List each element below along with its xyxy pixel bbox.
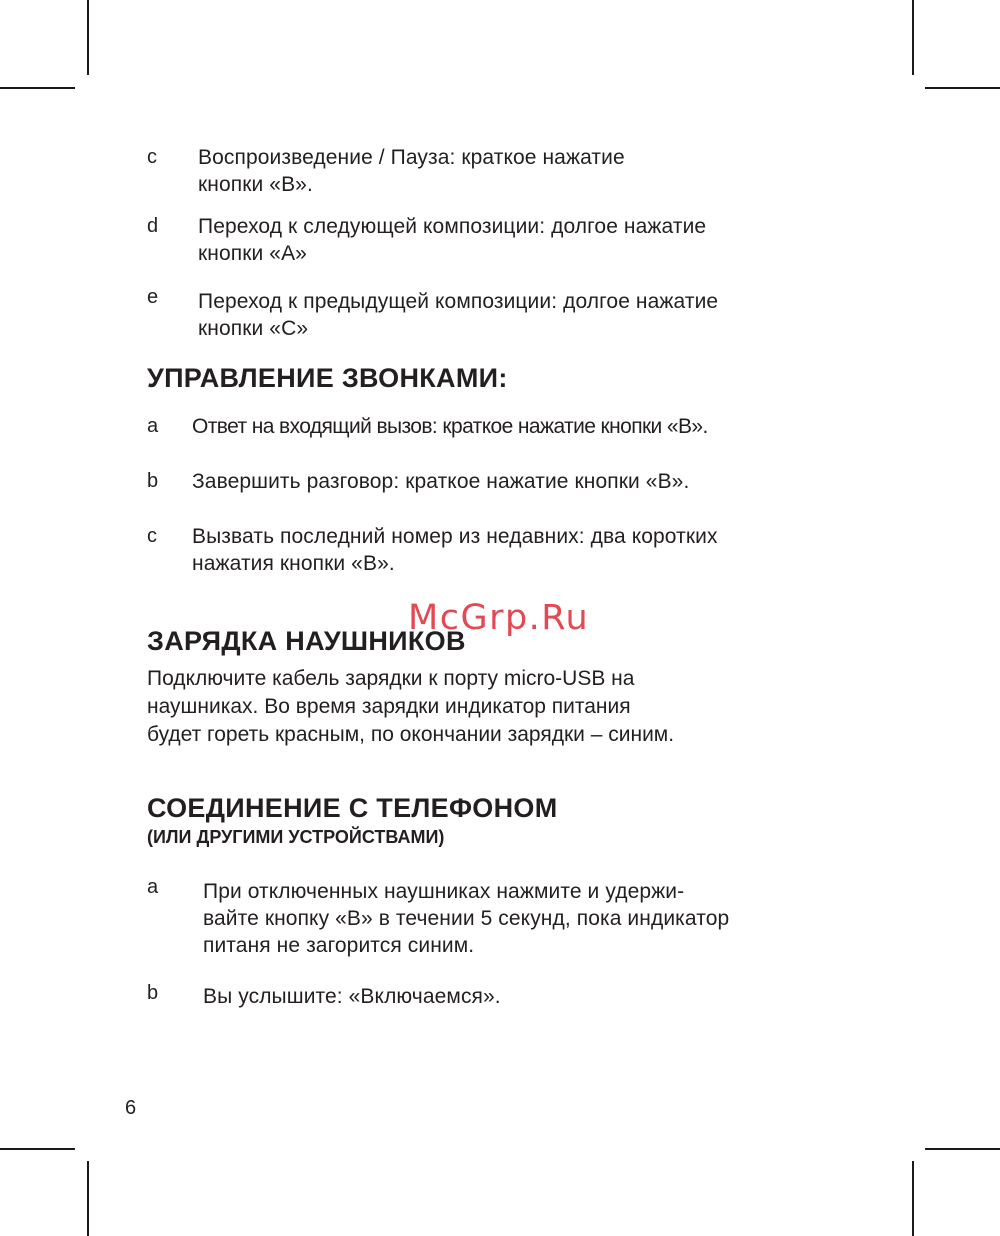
list-item-letter: c [147, 525, 157, 547]
charging-heading: ЗАРЯДКА НАУШНИКОВ [147, 626, 466, 656]
list-item-text: Ответ на входящий вызов: краткое нажатие кнопки «B». [192, 415, 708, 438]
crop-mark [0, 87, 75, 89]
crop-mark [912, 1161, 914, 1236]
crop-mark [87, 1161, 89, 1236]
list-item-letter: d [147, 215, 159, 237]
list-item-letter: e [147, 286, 159, 308]
list-item-text: Переход к предыдущей композиции: долгое нажатие кнопки «С» [198, 290, 719, 340]
list-item-letter: b [147, 470, 159, 492]
list-item-letter: a [147, 415, 159, 437]
crop-mark [925, 87, 1000, 89]
page-number: 6 [125, 1097, 137, 1119]
connection-heading: СОЕДИНЕНИЕ С ТЕЛЕФОНОМ [147, 793, 558, 823]
crop-mark [925, 1148, 1000, 1150]
list-item-text: Воспроизведение / Пауза: краткое нажатие кнопки «B». [198, 146, 625, 196]
watermark: McGrp.Ru [408, 598, 590, 638]
list-item-letter: b [147, 982, 159, 1004]
list-item-text: Вызвать последний номер из недавних: два коротких нажатия кнопки «B». [192, 525, 718, 575]
list-item-letter: a [147, 876, 159, 898]
connection-subheading: (ИЛИ ДРУГИМИ УСТРОЙСТВАМИ) [147, 827, 445, 847]
list-item-text: При отключенных наушниках нажмите и удержи- вайте кнопку «B» в течении 5 секунд, пока индикатор питаня не загорится синим. [203, 880, 730, 957]
list-item-text: Переход к следующей композиции: долгое нажатие кнопки «А» [198, 215, 707, 265]
list-item-letter: c [147, 146, 157, 168]
crop-mark [87, 0, 89, 75]
calls-heading: УПРАВЛЕНИЕ ЗВОНКАМИ: [147, 363, 508, 393]
crop-mark [0, 1148, 75, 1150]
charging-paragraph: Подключите кабель зарядки к порту micro-USB на наушниках. Во время зарядки индикатор питания будет гореть красным, по окончании зарядки – синим. [147, 667, 675, 746]
list-item-text: Завершить разговор: краткое нажатие кнопки «B». [192, 470, 690, 493]
crop-mark [912, 0, 914, 75]
list-item-text: Вы услышите: «Включаемся». [203, 985, 501, 1008]
